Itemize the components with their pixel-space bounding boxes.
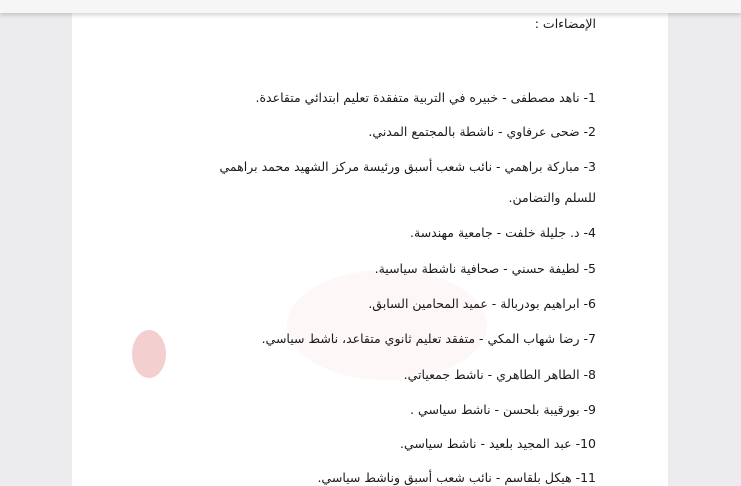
list-item: 8- الطاهر الطاهري - ناشط جمعياتي. bbox=[403, 367, 596, 382]
document-page bbox=[72, 0, 668, 486]
list-item: 7- رضا شهاب المكي - متفقد تعليم ثانوي متقاعد، ناشط سياسي. bbox=[261, 331, 596, 346]
list-item: 9- بورقيبة بلحسن - ناشط سياسي . bbox=[410, 402, 596, 417]
list-item-continuation: للسلم والتضامن. bbox=[508, 190, 596, 205]
viewer-top-bar bbox=[0, 0, 741, 13]
list-item: 10- عبد المجيد بلعيد - ناشط سياسي. bbox=[400, 436, 596, 451]
list-item: 2- ضحى عرفاوي - ناشطة بالمجتمع المدني. bbox=[368, 124, 596, 139]
signatures-heading: الإمضاءات : bbox=[534, 16, 596, 31]
list-item: 1- ناهد مصطفى - خبيره في التربية متفقدة تعليم ابتدائي متقاعدة. bbox=[255, 90, 596, 105]
list-item: 6- ابراهيم بودربالة - عميد المحامين السابق. bbox=[368, 296, 596, 311]
list-item: 4- د. جليلة خلفت - جامعية مهندسة. bbox=[410, 225, 596, 240]
list-item: 3- مباركة براهمي - نائب شعب أسبق ورئيسة مركز الشهيد محمد براهمي bbox=[219, 159, 596, 174]
list-item: 11- هيكل بلقاسم - نائب شعب أسبق وناشط سياسي. bbox=[317, 470, 596, 485]
watermark-shape bbox=[287, 270, 487, 380]
watermark-shape bbox=[132, 330, 166, 378]
list-item: 5- لطيفة حسني - صحافية ناشطة سياسية. bbox=[374, 261, 596, 276]
